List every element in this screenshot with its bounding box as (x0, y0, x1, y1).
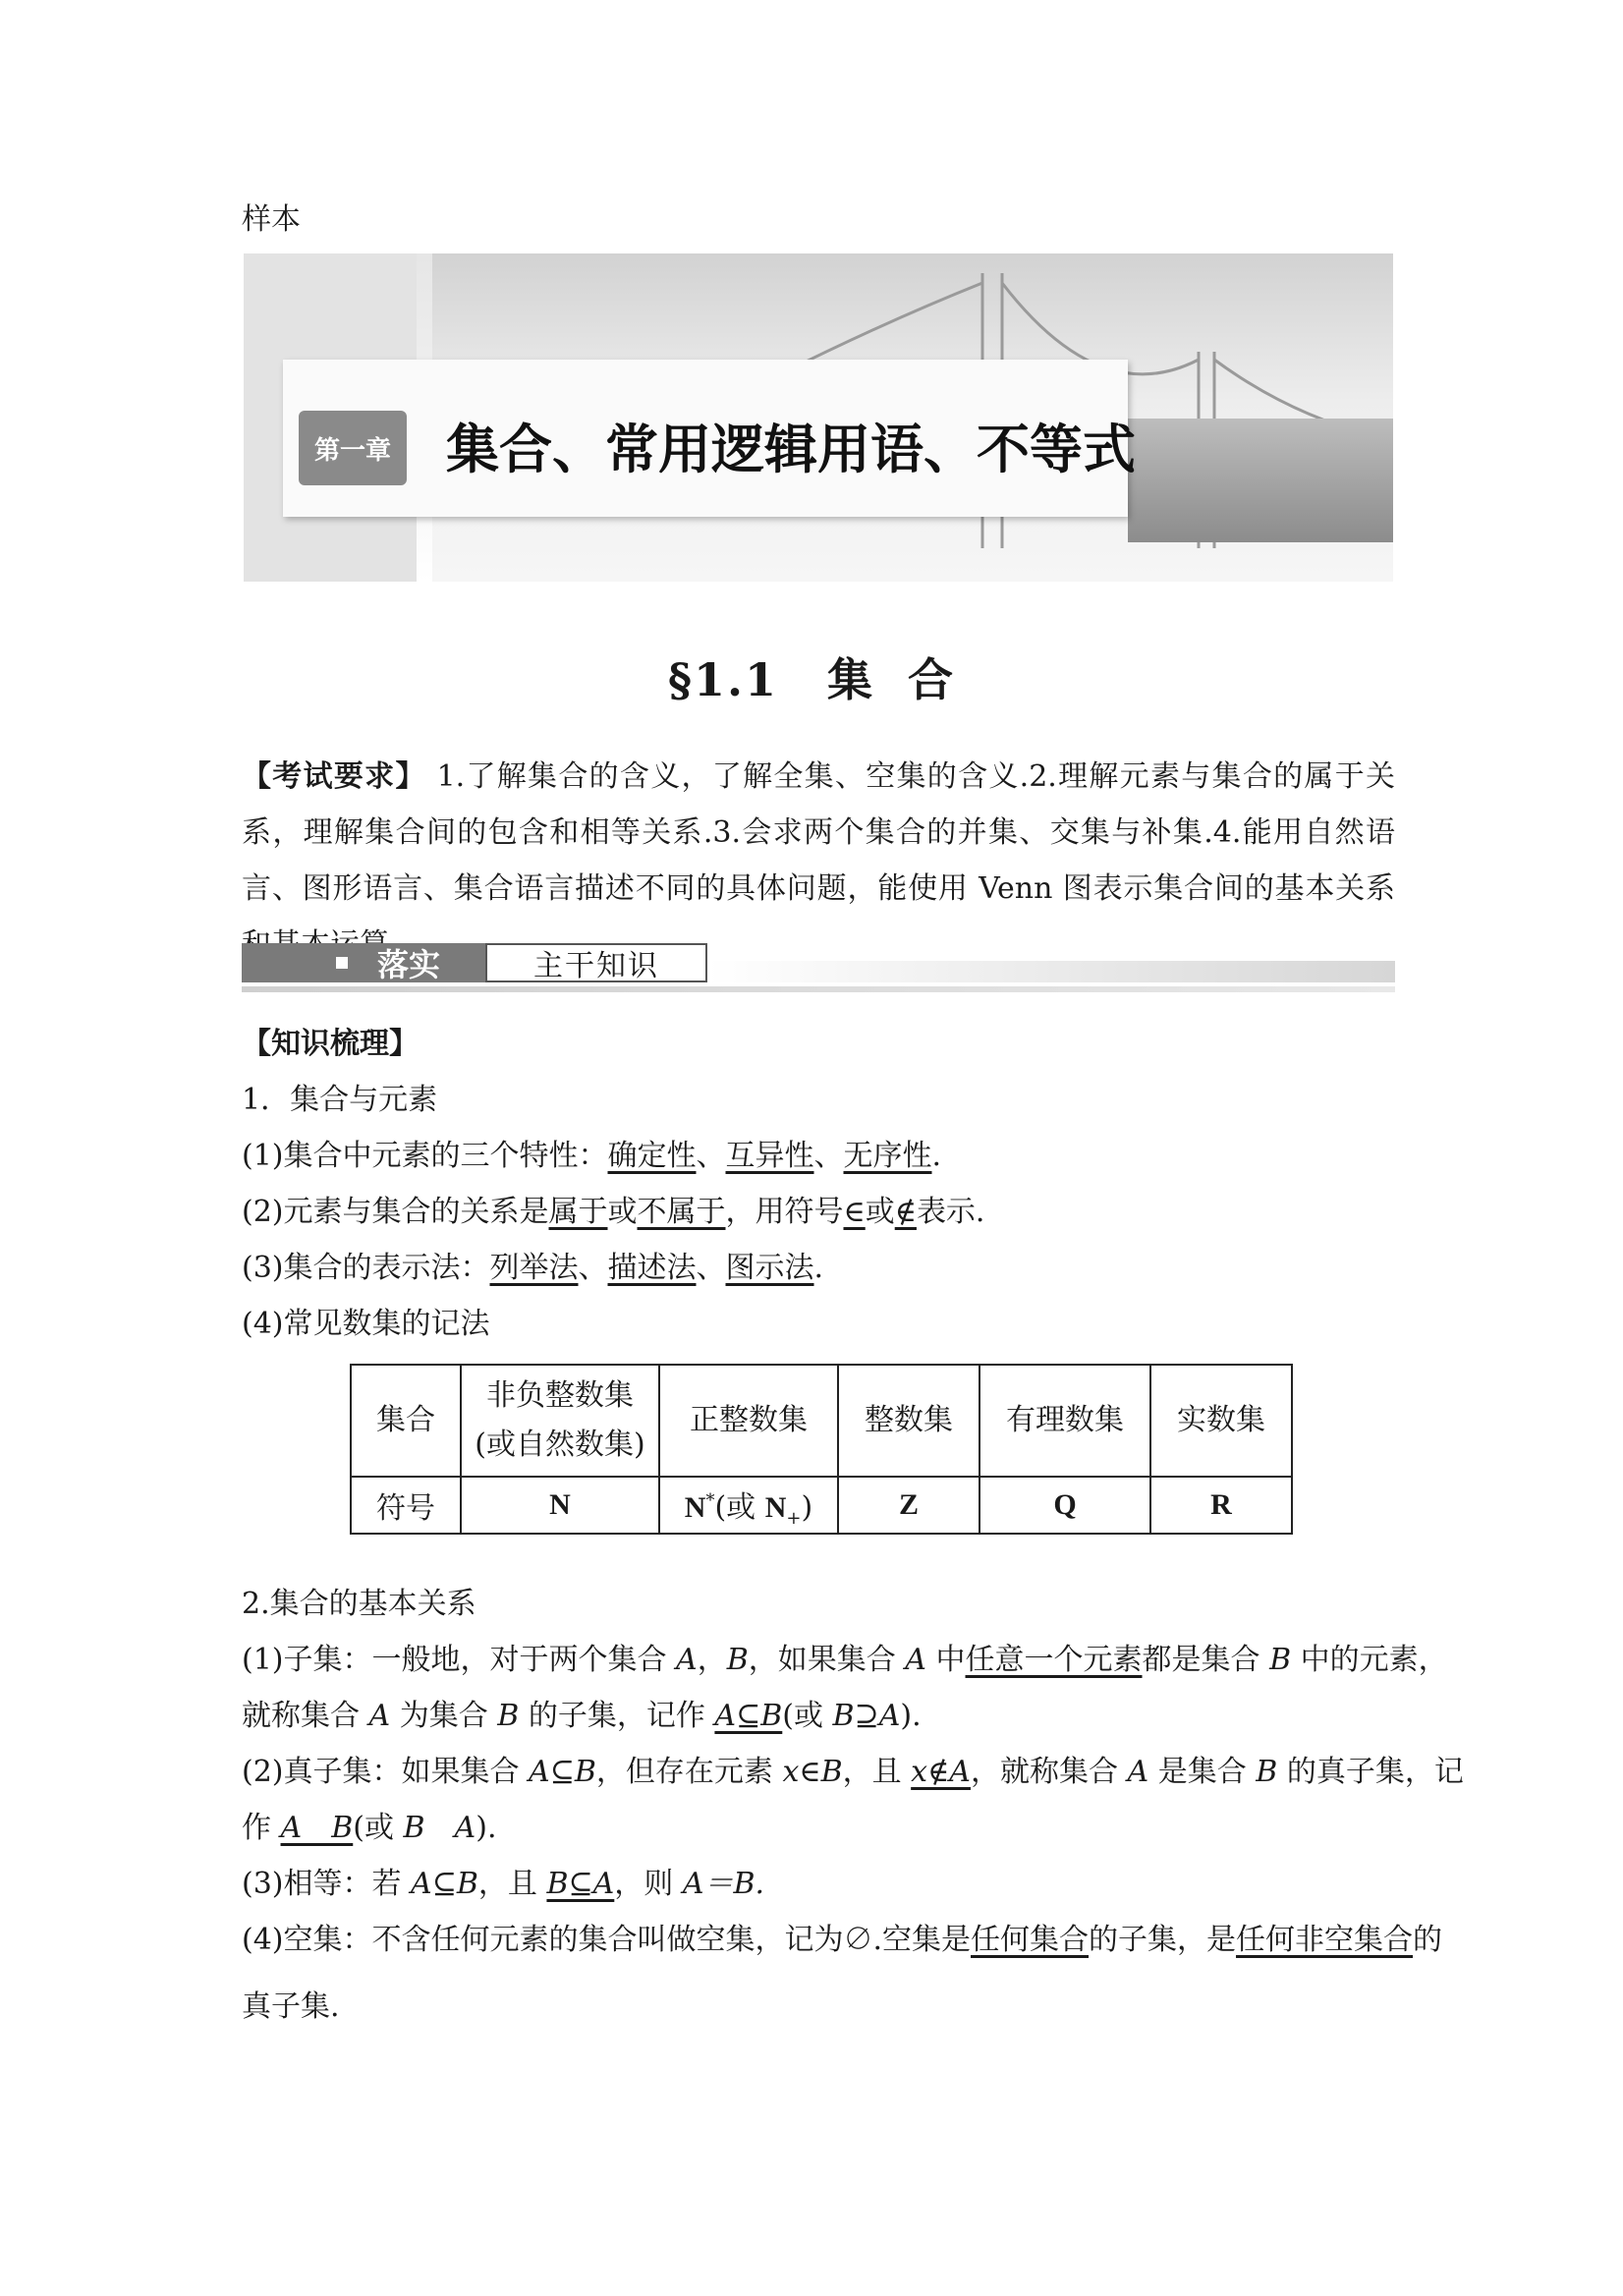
number-sets-table (350, 1364, 1293, 1535)
line-subset-1: (1)子集：一般地，对于两个集合 A，B，如果集合 A 中任意一个元素都是集合 B 中的元素， (242, 1643, 1448, 1677)
exam-requirements (242, 749, 1395, 973)
line-subset-2: 就称集合 A 为集合 B 的子集，记作 A⊆B(或 B⊇A). (242, 1699, 922, 1733)
table-cell: 整数集 (838, 1365, 979, 1477)
section-title (0, 644, 1623, 709)
table-row (351, 1477, 1292, 1534)
bar-left-text: 落实 (377, 946, 441, 983)
chapter-tag: 第一章 (299, 411, 407, 485)
square-bullet-icon (336, 957, 348, 969)
line-equality: (3)相等：若 A⊆B，且 B⊆A，则 A＝B. (242, 1867, 765, 1901)
bar-right-label: 主干知识 (485, 943, 707, 982)
table-cell: 集合 (351, 1365, 461, 1477)
line-number-sets: (4)常见数集的记法 (242, 1307, 490, 1341)
section-bar (242, 943, 1395, 994)
table-cell: N (461, 1477, 659, 1534)
line-representation: (3)集合的表示法：列举法、描述法、图示法. (242, 1251, 824, 1285)
table-cell: 实数集 (1150, 1365, 1292, 1477)
sample-label: 样本 (242, 202, 301, 237)
table-cell: 正整数集 (659, 1365, 838, 1477)
line-membership: (2)元素与集合的关系是属于或不属于，用符号∈或∉表示. (242, 1195, 985, 1229)
line-proper-subset-2: 作 A B(或 B A). (242, 1811, 497, 1845)
table-cell: R (1150, 1477, 1292, 1534)
chapter-banner (244, 253, 1393, 582)
exam-text: 1.了解集合的含义，了解全集、空集的含义.2.理解元素与集合的属于关系，理解集合间的包含和相等关系.3.会求两个集合的并集、交集与补集.4.能用自然语言、图形语言、集合语言描述不同的具体问题，能使用 Venn 图表示集合间的基本关系 (242, 759, 1395, 906)
table-cell: 符号 (351, 1477, 461, 1534)
table-cell: Z (838, 1477, 979, 1534)
table-cell: N*(或 $N_+$) (659, 1477, 838, 1534)
line-properties: (1)集合中元素的三个特性：确定性、互异性、无序性. (242, 1139, 942, 1173)
banner-cityscape (1128, 419, 1393, 542)
bar-left-label (242, 943, 485, 982)
table-cell: Q (979, 1477, 1150, 1534)
line-empty-set-1: (4)空集：不含任何元素的集合叫做空集，记为∅.空集是任何集合的子集，是任何非空集合的 (242, 1923, 1443, 1957)
exam-tag: 【考试要求】 (242, 759, 426, 794)
chapter-title: 集合、常用逻辑用语、不等式 (446, 419, 1136, 480)
knowledge-tag: 【知识梳理】 (242, 1027, 419, 1061)
table-row (351, 1365, 1292, 1477)
bar-fade (707, 961, 1395, 982)
section-number: §1.1 (667, 653, 779, 706)
heading-relations: 2.集合的基本关系 (242, 1587, 476, 1621)
heading-sets-elements: 1．集合与元素 (242, 1083, 438, 1117)
table-cell: 有理数集 (979, 1365, 1150, 1477)
table-cell: 非负整数集 (或自然数集) (461, 1365, 659, 1477)
line-proper-subset-1: (2)真子集：如果集合 A⊆B，但存在元素 x∈B，且 x∉A，就称集合 A 是集合 B 的真子集，记 (242, 1755, 1464, 1789)
section-title-a: 集 (827, 653, 875, 706)
line-empty-set-2: 真子集. (242, 1989, 340, 2024)
bar-underline (242, 986, 1395, 992)
section-title-b: 合 (908, 653, 956, 706)
